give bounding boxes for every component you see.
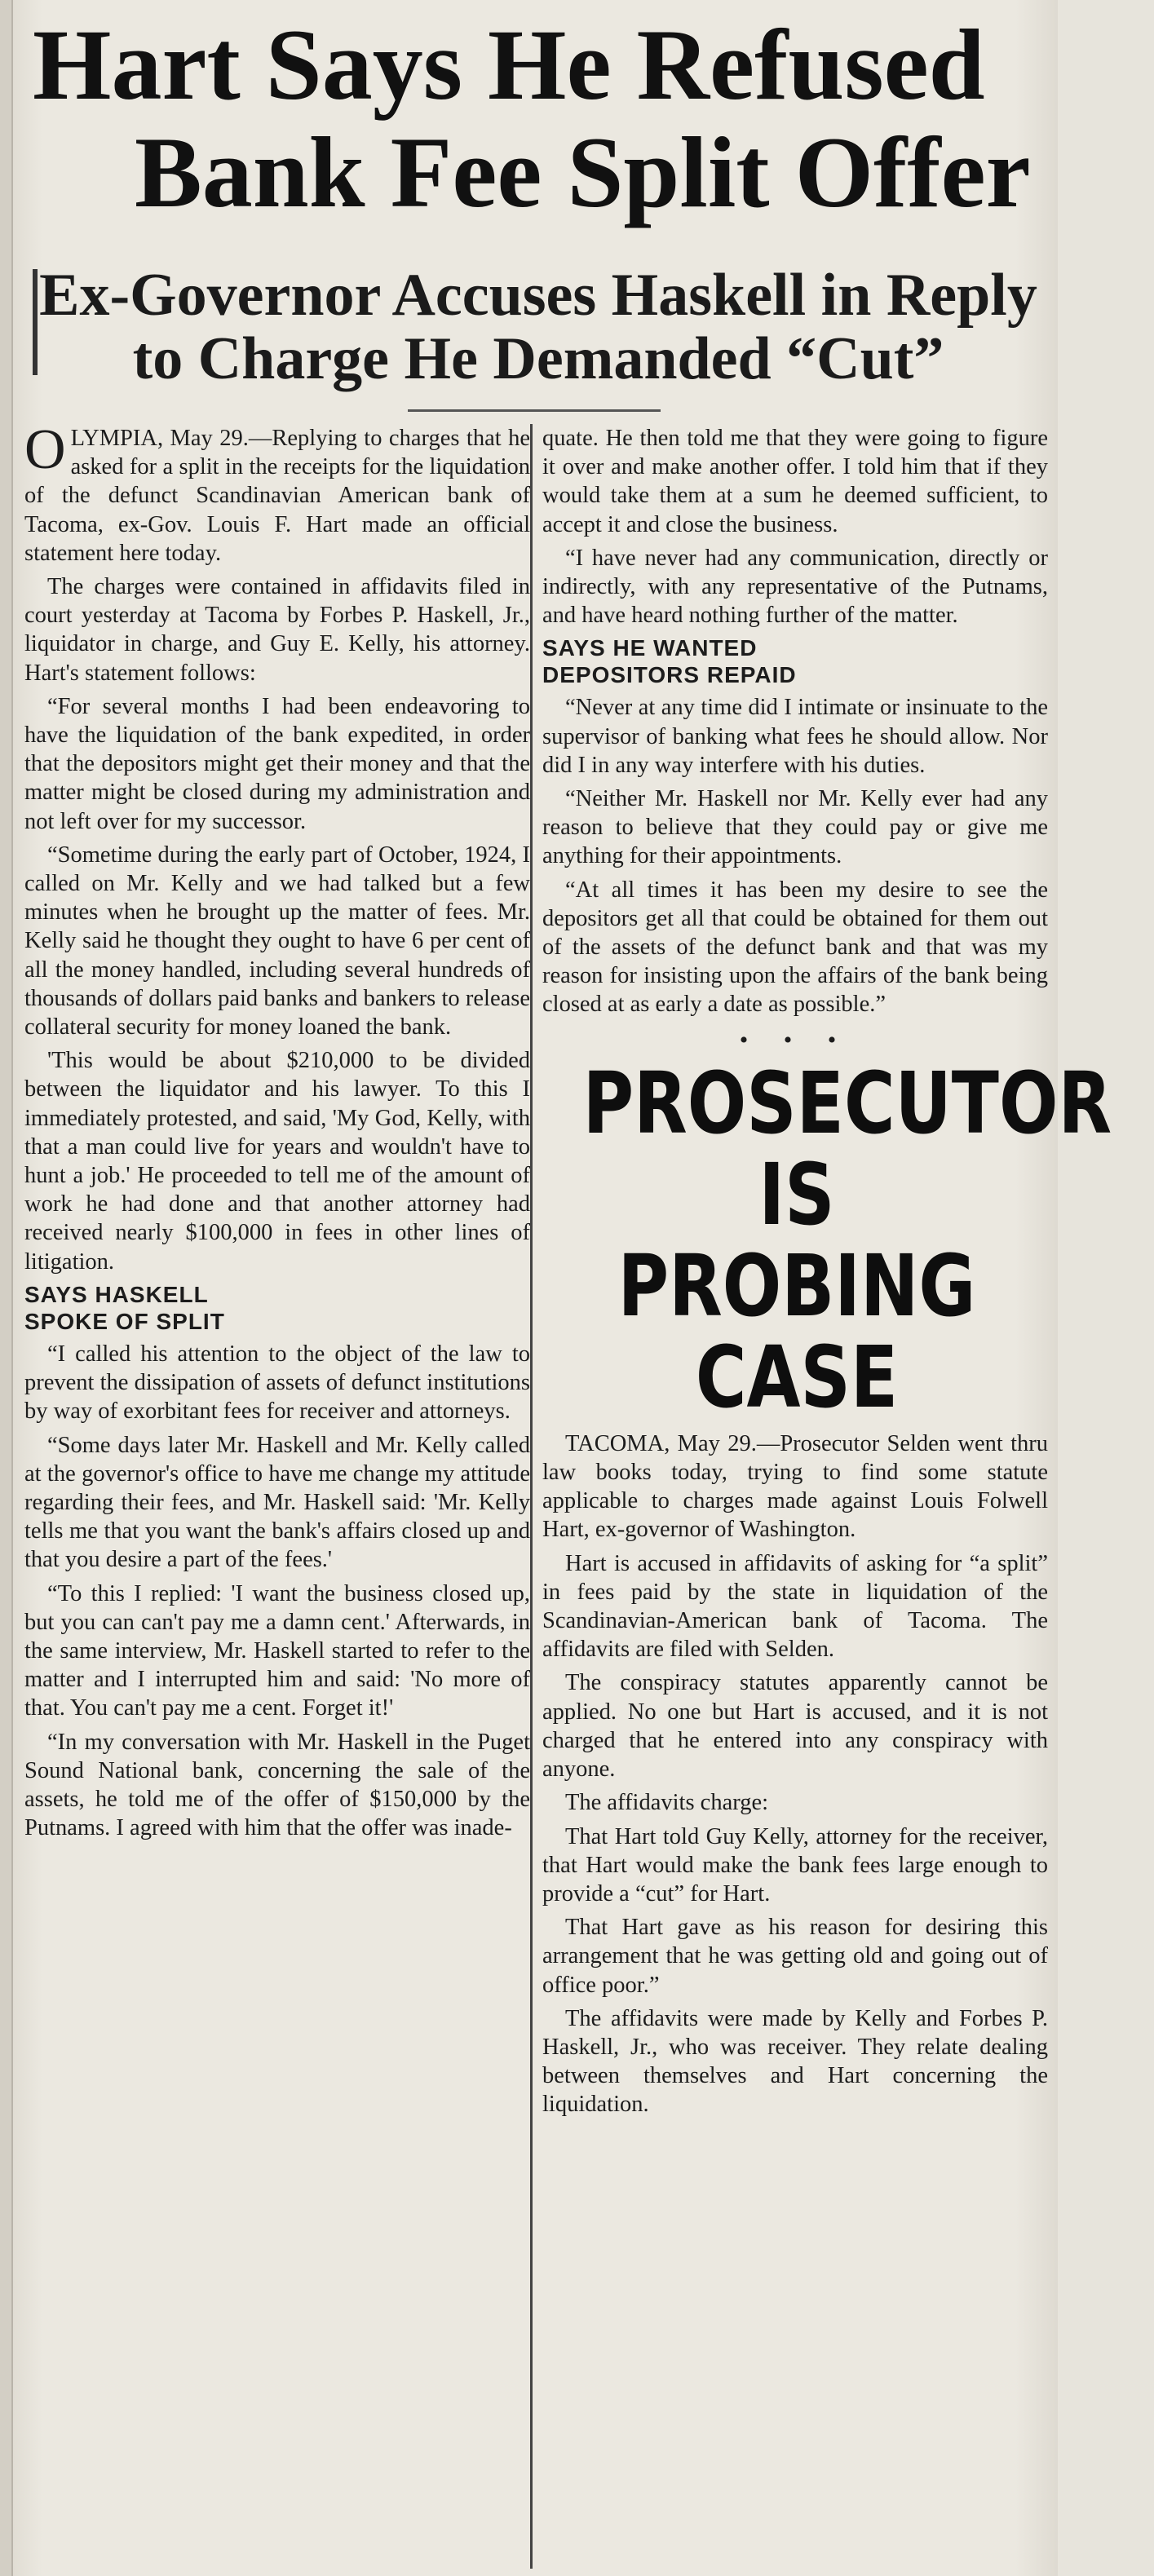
- headline-line-2: Bank Fee Split Offer: [135, 117, 1031, 228]
- article-paragraph: “To this I replied: 'I want the business closed up, but you can can't pay me a damn cent.' Afterwards, in the same interview, Mr. Haskell started to refer to the matter and I interrupted him and said: 'No more of that. You can't pay me a cent. Forget it!': [24, 1580, 530, 1721]
- article-paragraph: The affidavits were made by Kelly and Forbes P. Haskell, Jr., who was receiver. They relate dealing between themselves and Hart concerning the liquidation.: [542, 2005, 1048, 2118]
- headline-line-1: Hart Says He Refused: [33, 9, 985, 121]
- article-paragraph: “Never at any time did I intimate or insinuate to the supervisor of banking what fees he should allow. Nor did I in any way interfere with his duties.: [542, 695, 1048, 778]
- article2-headline: [582, 1053, 1112, 1427]
- subheadline-line-2: to Charge He Demanded “Cut”: [132, 325, 944, 392]
- article2-headline-line-1: PROSECUTOR IS: [582, 1053, 1112, 1244]
- page-edge: [0, 0, 13, 2576]
- article-paragraph: “Neither Mr. Haskell nor Mr. Kelly ever had any reason to believe that they could pay or give me anything for their appointments.: [542, 786, 1048, 869]
- subheadline-line-1: Ex-Governor Accuses Haskell in Reply: [39, 262, 1037, 329]
- subhead-line: SAYS HASKELL: [24, 1281, 209, 1307]
- drop-cap: O: [24, 418, 66, 481]
- article-paragraph: 'This would be about $210,000 to be divided between the liquidator and his lawyer. To this I immediately protested, and said, 'My God, Kelly, with that a man could live for years and wouldn't have to hunt a job.' He proceeded to tell me of the amount of work he had done and that another attorney had received nearly $100,000 in fees in other lines of litigation.: [24, 1048, 530, 1275]
- article-paragraph: “I called his attention to the object of the law to prevent the dissipation of assets of defunct institutions by way of exorbitant fees for receiver and attorneys.: [24, 1341, 530, 1425]
- article-paragraph: “For several months I had been endeavoring to have the liquidation of the bank expedited, in order that the depositors might get their money and that the matter might be closed during my administration and not left over for my successor.: [24, 693, 530, 834]
- separator-dots: • • •: [739, 1026, 851, 1054]
- article-paragraph: “Sometime during the early part of October, 1924, I called on Mr. Kelly and we had talked but a few minutes when he brought up the matter of fees. Mr. Kelly said he thought they ought to have 6 per cent of all the money handled, including several hundreds of thousands of dollars paid banks and bankers to release collateral security for money loaned the bank.: [24, 842, 530, 1041]
- right-column: [542, 424, 1112, 2124]
- article-paragraph: Hart is accused in affidavits of asking for “a split” in fees paid by the state in liquidation of the Scandinavian-American bank of Tacoma. The affidavits are filed with Selden.: [542, 1550, 1048, 1663]
- article2-headline-line-2: PROBING CASE: [617, 1235, 976, 1427]
- article-paragraph: That Hart told Guy Kelly, attorney for the receiver, that Hart would make the bank fees large enough to provide a “cut” for Hart.: [542, 1823, 1048, 1907]
- column-divider: [530, 424, 533, 2569]
- article-paragraph: The charges were contained in affidavits filed in court yesterday at Tacoma by Forbes P. Haskell, Jr., liquidator in charge, and Guy E. Kelly, his attorney. Hart's statement follows:: [24, 574, 530, 686]
- article-paragraph: The conspiracy statutes apparently cannot be applied. No one but Hart is accused, and it is not charged that he entered into any conspiracy with anyone.: [542, 1670, 1048, 1783]
- lead-paragraph: [24, 418, 530, 568]
- section-subhead-haskell: [24, 1281, 530, 1335]
- article-paragraph: “Some days later Mr. Haskell and Mr. Kelly called at the governor's office to have me change my attitude regarding their fees, and Mr. Haskell said: 'Mr. Kelly tells me that you want the bank's affairs closed up and that you desire a part of the fees.': [24, 1432, 530, 1573]
- subhead-line: SAYS HE WANTED: [542, 635, 758, 661]
- article-paragraph: “I have never had any communication, directly or indirectly, with any representative of the Putnams, and have heard nothing further of the matter.: [542, 545, 1048, 629]
- article-paragraph: “In my conversation with Mr. Haskell in the Puget Sound National bank, concerning the sale of the assets, he told me of the offer of $150,000 by the Putnams. I agreed with him that the offer was inade-: [24, 1729, 530, 1841]
- left-column: [24, 418, 530, 1847]
- article-paragraph: That Hart gave as his reason for desiring this arrangement that he was getting old and going out of office poor.”: [542, 1915, 1048, 1998]
- divider-rule: [408, 409, 661, 412]
- article-paragraph: TACOMA, May 29.—Prosecutor Selden went thru law books today, trying to find some statute applicable to charges made against Louis Folwell Hart, ex-governor of Washington.: [542, 1430, 1048, 1543]
- article-paragraph: quate. He then told me that they were going to figure it over and make another offer. I told him that if they would take them at a sum he deemed sufficient, to accept it and close the business.: [542, 426, 1048, 537]
- section-subhead-depositors: [542, 634, 1048, 688]
- subhead-line: SPOKE OF SPLIT: [24, 1308, 225, 1334]
- article-paragraph: “At all times it has been my desire to see the depositors get all that could be obtained for them out of the assets of the defunct bank and that was my reason for insisting upon the affairs of the bank being closed at as early a date as possible.”: [542, 877, 1048, 1018]
- lead-text: LYMPIA, May 29.—Replying to charges that he asked for a split in the receipts for the liquidation of the defunct Scandinavian American bank of Tacoma, ex-Gov. Louis F. Hart made an official statement here today.: [24, 426, 530, 566]
- article-paragraph: The affidavits charge:: [565, 1790, 769, 1816]
- subhead-line: DEPOSITORS REPAID: [542, 662, 797, 688]
